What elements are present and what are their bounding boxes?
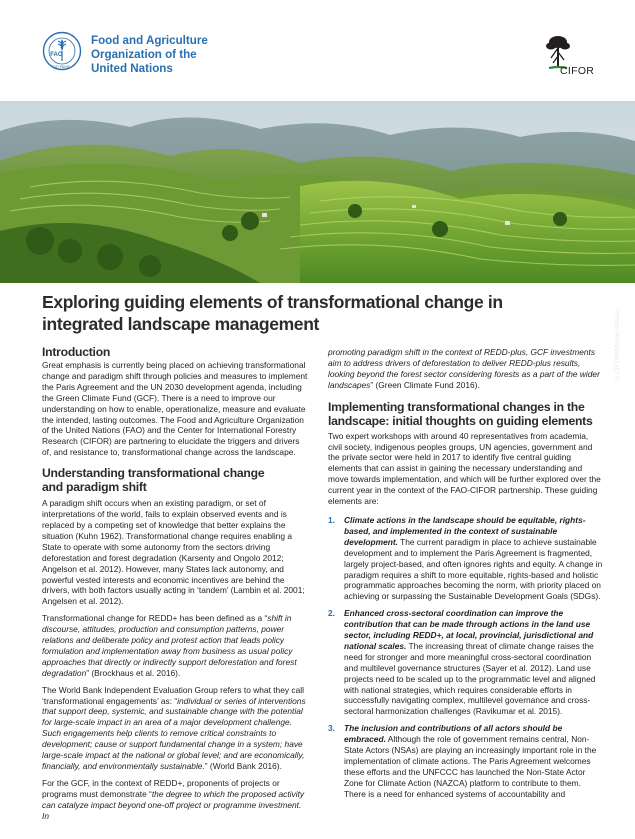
redd-definition-intro: Transformational change for REDD+ has been defined as a “ <box>42 613 268 624</box>
org-name-line-3: United Nations <box>91 62 173 75</box>
redd-definition-citation: ” (Brockhaus et al. 2016). <box>86 667 181 678</box>
gcf-paragraph <box>42 778 310 822</box>
organization-name <box>91 34 208 76</box>
list-item <box>328 608 603 717</box>
workshops-paragraph: Two expert workshops with around 40 representatives from academia, civil society, indigenous peoples groups, UN agencies, government and the private sector were held in 2017 to identify five central guiding elements that can assist in gaining the necessary understanding and move towards implementation, and which will be further explored over the current year in the context of the FAO-CIFOR partnership. These guiding elements are: <box>328 430 601 507</box>
understanding-heading-line-1: Understanding transformational change <box>42 466 265 481</box>
understanding-heading <box>42 466 310 494</box>
list-item-lead: Climate actions in the landscape should be equitable, rights-based, and implemented in the context of sustainable development. <box>344 514 586 547</box>
svg-text:FAO: FAO <box>50 52 63 58</box>
world-bank-citation: ” (World Bank 2016). <box>204 761 282 771</box>
gcf-quote-continued <box>328 347 603 391</box>
gcf-quote-continuation: promoting paradigm shift in the context of REDD-plus, GCF investments aim to address drivers of deforestation to deliver REDD-plus results, looking beyond the forest sector considering forests as a part of the wider landscapes <box>328 347 600 390</box>
list-item-lead: Enhanced cross-sectoral coordination can improve the contribution that can be made through actions in the land use sector, including REDD+, at local, provincial, jurisdictional and national scales. <box>344 608 594 651</box>
implementing-heading-line-2: landscape: initial thoughts on guiding elements <box>328 413 593 428</box>
paradigm-shift-paragraph: A paradigm shift occurs when an existing paradigm, or set of interpretations of the world, fails to explain observed events and is replaced by a competing set of knowledge that better explains the situation (Kuhn 1962). Transformational change requires enabling a State to operate with some autonomy from the sectors driving deforestation and forest degradation (Karsenty and Ongolo 2012; Angelson et al. 2012). However, many States lack autonomy, and powerful vested interests and economic incentives are behind the drivers, with both factors usually acting in ‘tandem’ (Lambin et al. 2001; Angelsen et al. 2012). <box>42 498 305 607</box>
svg-text:FIAT PANIS: FIAT PANIS <box>52 65 70 69</box>
gcf-citation: ” (Green Climate Fund 2016). <box>370 379 480 390</box>
list-item-number: 3. <box>328 723 335 734</box>
redd-definition-quote: shift in discourse, attitudes, production and consumption patterns, power relations and deliberate policy and protest action that leads policy formulation and implementation away from business as usual policy approaches that directly or indirectly support deforestation and forest degradation <box>42 613 297 678</box>
introduction-paragraph: Great emphasis is currently being placed on achieving transformational change and paradigm shift through policies and measures to implement the Paris Agreement and the UN 2030 development agenda, including the Green Climate Fund (GCF). There is a need to improve our understanding on how to enable, operationalize, measure and evaluate the intended, lasting outcomes. The Food and Agriculture Organization of the United Nations (FAO) and the Center for International Forestry Research (CIFOR) are partnering to elucidate the triggers and drivers of, and resistance to, transformational change across the landscape. <box>42 360 308 458</box>
page-header <box>0 0 635 100</box>
photo-credit: ©CIFOR/Alfredo Aliseca <box>614 309 621 382</box>
list-item-body: The increasing threat of climate change raises the need for stronger and more meaningful cross-sectoral coordination and multilevel governance structures (Sayer et al. 2012). Land use projects need to be scaled up to the programmatic level and aligned with national strategies, which requires considerable efforts in successfully navigating complex, multilevel governance and cross-sectoral harmonization challenges (Ravikumar et al. 2015). <box>344 640 596 717</box>
guiding-elements-list <box>328 515 603 800</box>
introduction-heading: Introduction <box>42 345 111 359</box>
list-item-number: 2. <box>328 608 335 619</box>
left-column <box>42 345 310 828</box>
cifor-wordmark: CIFOR <box>560 65 595 77</box>
title-line-2: integrated landscape management <box>42 314 320 334</box>
org-name-line-2: Organization of the <box>91 48 197 61</box>
world-bank-intro: The World Bank Independent Evaluation Group refers to what they call ‘transformational engagements’ as: “ <box>42 684 304 706</box>
fao-logo <box>42 31 82 71</box>
list-item-number: 1. <box>328 514 335 525</box>
implementing-heading-line-1: Implementing transformational changes in the <box>328 399 585 414</box>
terraced-hills-illustration <box>0 101 635 283</box>
right-column <box>328 347 603 806</box>
world-bank-quote: individual or series of interventions that support deep, systemic, and sustainable change with the potential for large-scale impact in an area of a major development challenge. Such engagements help clients to remove critical constraints to development; cause or support fundamental change in a system; have large-scale impact at the national or global level; and are economically, financially, and environmentally sustainable. <box>42 695 306 771</box>
list-item <box>328 515 603 602</box>
list-item-body: The current paradigm in place to achieve sustainable development and to implement the Paris Agreement is fragmented, largely project-based, and often ignores rights and equity. A change in paradigm requires a shift to more equitable, rights-based and holistic programmatic approaches becoming the norm, with priority placed on achieving or surpassing the Sustainable Development Goals (SDGs). <box>344 536 603 602</box>
gcf-quote: the degree to which the proposed activity can catalyze impact beyond one-off project or programme investment. In <box>42 788 305 821</box>
list-item-lead: The inclusion and contributions of all actors should be embraced. <box>344 723 563 745</box>
list-item <box>328 723 603 799</box>
title-line-1: Exploring guiding elements of transformational change in <box>42 292 503 312</box>
implementing-heading <box>328 400 603 428</box>
document-title <box>42 291 582 335</box>
redd-definition-paragraph <box>42 613 310 678</box>
understanding-heading-line-2: and paradigm shift <box>42 480 147 495</box>
gcf-intro: For the GCF, in the context of REDD+, proponents of projects or programs must demonstrate “ <box>42 777 280 799</box>
org-name-line-1: Food and Agriculture <box>91 34 208 47</box>
world-bank-paragraph <box>42 685 310 772</box>
list-item-body: Although the role of government remains central, Non-State Actors (NSAs) are playing an increasingly important role in the implementation of climate actions. The Paris Agreement welcomes these efforts and the UNFCCC has launched the Non-State Actor Zone for Climate Action (NAZCA) platform to contribute to them. There is a need for enhanced systems of accountability and <box>344 734 597 799</box>
